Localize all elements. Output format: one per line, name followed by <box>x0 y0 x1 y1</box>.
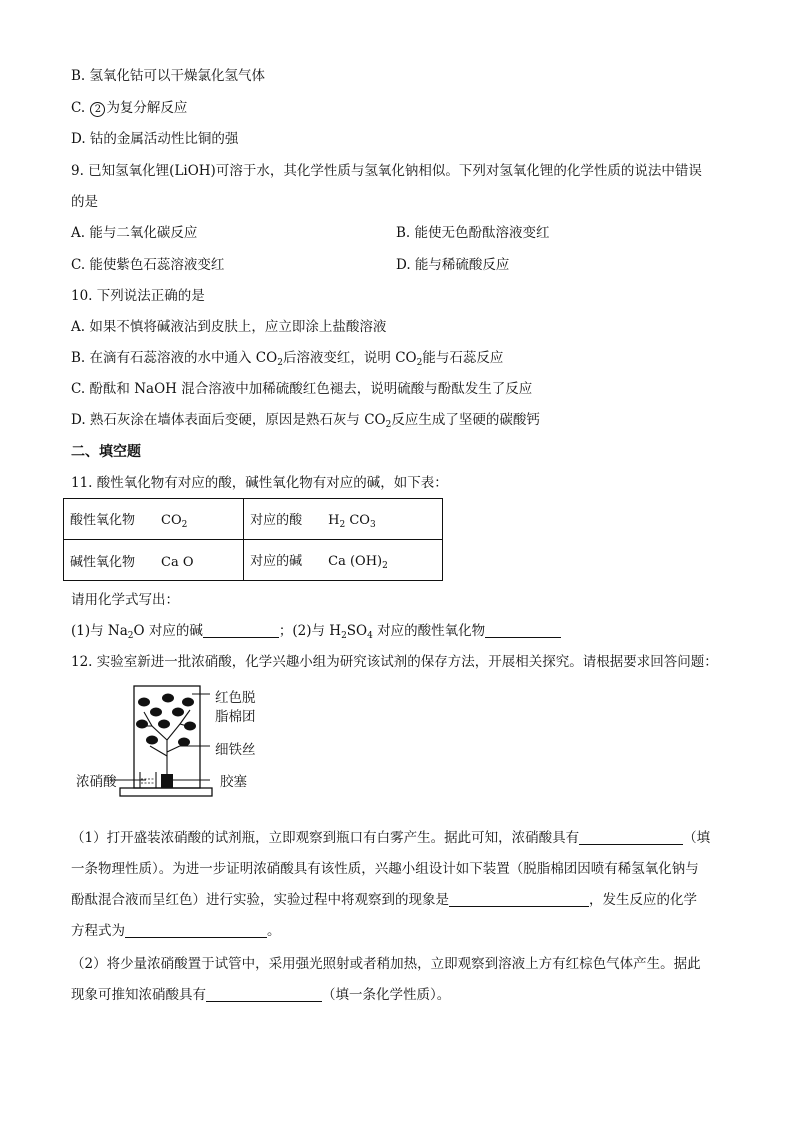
q10-d-text2: 反应生成了坚硬的碳酸钙 <box>391 412 540 428</box>
q12-p1-text: ，发生反应的化学 <box>589 892 697 908</box>
label-cotton-line2: 脂棉团 <box>215 709 256 725</box>
label-cotton-line1: 红色脱 <box>215 690 256 706</box>
q12-p1-line3 <box>71 891 697 909</box>
q9-stem-line2: 的是 <box>71 194 98 210</box>
q9-stem-line1: 9. 已知氢氧化锂(LiOH)可溶于水，其化学性质与氢氧化钠相似。下列对氢氧化锂的化学性质的说法中错误 <box>71 163 702 179</box>
table-row <box>64 499 443 540</box>
q8-option-d: D. 钴的金属活动性比铜的强 <box>71 131 239 147</box>
answer-blank-2[interactable] <box>485 623 561 638</box>
answer-sub: 2 <box>341 631 347 641</box>
label-stopper: 胶塞 <box>220 774 247 790</box>
q8-option-c <box>71 99 187 117</box>
circled-number: 2 <box>90 102 105 117</box>
formula-sub: 2 <box>339 519 346 530</box>
formula-sub: 2 <box>382 560 388 571</box>
q10-b-sub2: 2 <box>416 358 423 368</box>
oxide-table <box>63 498 443 581</box>
table-cell <box>64 540 244 581</box>
cell-label: 对应的酸 <box>250 512 303 528</box>
q12-blank-3[interactable] <box>125 923 267 938</box>
answer-text: SO <box>346 623 368 639</box>
formula-text: CO <box>161 512 182 528</box>
answer-blank-1[interactable] <box>203 623 279 638</box>
section-title: 二、填空题 <box>71 444 141 460</box>
q11-instruction: 请用化学式写出： <box>71 592 179 608</box>
q9-option-b: B. 能使无色酚酞溶液变红 <box>396 225 550 241</box>
q10-stem: 10. 下列说法正确的是 <box>71 288 205 304</box>
q10-b-text2: 后溶液变红，说明 CO <box>282 350 417 366</box>
q9-option-d: D. 能与稀硫酸反应 <box>396 257 510 273</box>
table-row <box>64 540 443 581</box>
q10-option-a: A. 如果不慎将碱液沾到皮肤上，应立即涂上盐酸溶液 <box>71 319 387 335</box>
formula-text: CO <box>345 512 370 528</box>
table-cell <box>244 499 443 540</box>
q10-b-text3: 能与石蕊反应 <box>422 350 504 366</box>
rubber-stopper <box>161 774 173 788</box>
q10-b-sub1: 2 <box>277 358 283 368</box>
q10-b-text1: B. 在滴有石蕊溶液的水中通入 CO <box>71 350 278 366</box>
q9-option-a: A. 能与二氧化碳反应 <box>71 225 198 241</box>
q12-p1-line1 <box>71 829 710 847</box>
q12-p2-text: （填一条化学性质）。 <box>322 987 451 1003</box>
q10-option-c: C. 酚酞和 NaOH 混合溶液中加稀硫酸红色褪去，说明硫酸与酚酞发生了反应 <box>71 381 533 397</box>
q11-answer-line <box>71 622 561 645</box>
q10-d-text1: D. 熟石灰涂在墙体表面后变硬，原因是熟石灰与 CO <box>71 412 386 428</box>
answer-text: O 对应的碱 <box>133 623 203 639</box>
answer-text: (1)与 Na <box>71 623 128 639</box>
q12-p1-text: （1）打开盛装浓硝酸的试剂瓶，立即观察到瓶口有白雾产生。据此可知，浓硝酸具有 <box>71 830 580 846</box>
answer-text: 对应的酸性氧化物 <box>372 623 486 639</box>
q10-option-d <box>71 411 540 434</box>
label-nitric-acid: 浓硝酸 <box>76 774 117 790</box>
answer-sub: 2 <box>127 631 134 641</box>
q12-blank-4[interactable] <box>206 987 322 1002</box>
cell-value <box>328 554 388 569</box>
cell-label: 碱性氧化物 <box>70 554 136 570</box>
cell-value: Ca O <box>161 554 194 570</box>
q12-blank-2[interactable] <box>449 892 589 907</box>
cell-label: 对应的碱 <box>250 553 303 569</box>
formula-sub: 2 <box>181 519 188 530</box>
q12-stem: 12. 实验室新进一批浓硝酸，化学兴趣小组为研究该试剂的保存方法，开展相关探究。请根据要求回答问题： <box>71 654 718 670</box>
formula-sub: 3 <box>369 519 376 530</box>
base-plate <box>120 788 212 796</box>
cell-value <box>328 513 376 528</box>
table-cell <box>64 499 244 540</box>
q12-blank-1[interactable] <box>579 830 683 845</box>
q10-option-b <box>71 349 503 372</box>
q12-p1-line4 <box>71 922 281 940</box>
table-cell <box>244 540 443 581</box>
q12-p2-text: 现象可推知浓硝酸具有 <box>71 987 206 1003</box>
apparatus-figure <box>110 682 220 802</box>
q8-option-b: B. 氢氧化钴可以干燥氯化氢气体 <box>71 68 266 84</box>
q12-p1-text: 酚酞混合液而呈红色）进行实验，实验过程中将观察到的现象是 <box>71 892 449 908</box>
cell-value <box>161 513 187 528</box>
q8-option-c-text: 为复分解反应 <box>106 100 188 116</box>
answer-text: ；(2)与 H <box>278 623 342 639</box>
q12-p1-line2: 一条物理性质）。为进一步证明浓硝酸具有该性质，兴趣小组设计如下装置（脱脂棉团因喷有稀氢氧化钠与 <box>71 861 699 877</box>
q12-p2-line1: （2）将少量浓硝酸置于试管中，采用强光照射或者稍加热，立即观察到溶液上方有红棕色气体产生。据此 <box>71 956 701 972</box>
q12-p1-text: （填 <box>683 830 711 846</box>
cell-label: 酸性氧化物 <box>70 512 136 528</box>
q12-p1-text: 。 <box>267 923 281 939</box>
q10-d-sub: 2 <box>385 420 392 430</box>
label-iron-wire: 细铁丝 <box>215 742 256 758</box>
q12-p1-text: 方程式为 <box>71 923 125 939</box>
q8-option-c-prefix: C. <box>71 100 90 116</box>
formula-text: Ca (OH) <box>328 553 383 569</box>
answer-sub: 4 <box>367 631 373 641</box>
formula-text: H <box>328 512 340 528</box>
q9-option-c: C. 能使紫色石蕊溶液变红 <box>71 257 225 273</box>
q12-p2-line2 <box>71 986 450 1004</box>
q11-stem: 11. 酸性氧化物有对应的酸，碱性氧化物有对应的碱，如下表： <box>71 475 448 491</box>
